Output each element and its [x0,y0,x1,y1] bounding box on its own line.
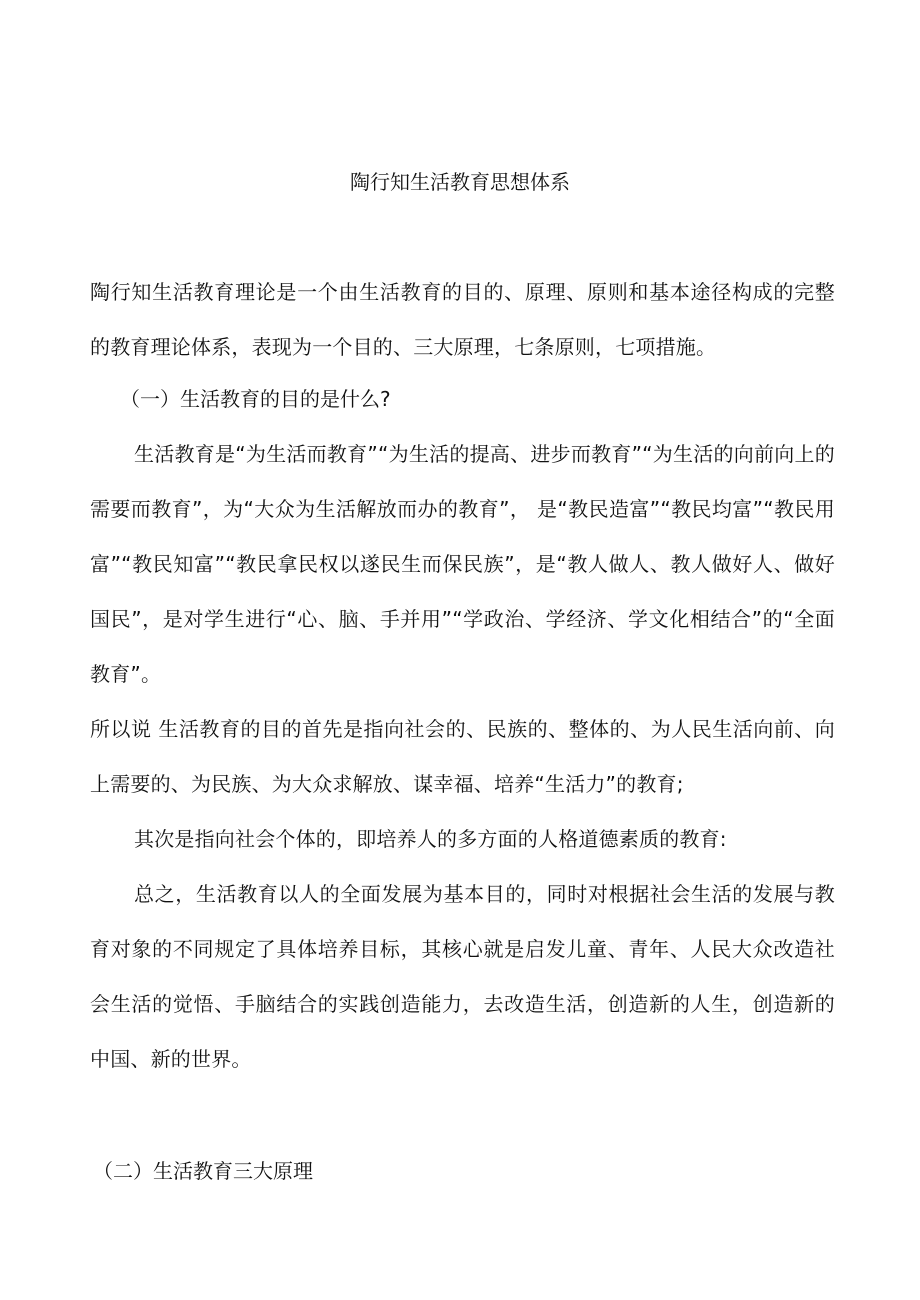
section-2-heading: （二）生活教育三大原理 [93,1159,313,1183]
section-1-paragraph-1: 生活教育是“为生活而教育”“为生活的提高、进步而教育”“为生活的向前向上的需要而教育”，为“大众为生活解放而办的教育”， 是“教民造富”“教民均富”“教民用富”“教民知富”“教民拿民权以遂民生而保民族”，是“教人做人、教人做好人、做好国民”，是对学生进行“心、脑、手并用”“学政治、学经济、学文化相结合”的“全面教育”。 [90,442,835,686]
section-1-paragraph-2: 所以说 生活教育的目的首先是指向社会的、民族的、整体的、为人民生活向前、向上需要的、为民族、为大众求解放、谋幸福、培养“生活力”的教育; [90,717,835,796]
document-title: 陶行知生活教育思想体系 [350,170,570,194]
intro-paragraph: 陶行知生活教育理论是一个由生活教育的目的、原理、原则和基本途径构成的完整的教育理论体系，表现为一个目的、三大原理，七条原则，七项措施。 [90,280,835,359]
section-1-heading: （一）生活教育的目的是什么? [120,387,391,411]
section-1-paragraph-4: 总之，生活教育以人的全面发展为基本目的，同时对根据社会生活的发展与教育对象的不同规定了具体培养目标，其核心就是启发儿童、青年、人民大众改造社会生活的觉悟、手脑结合的实践创造能力，去改造生活，创造新的人生，创造新的中国、新的世界。 [90,882,835,1071]
section-1-paragraph-3: 其次是指向社会个体的，即培养人的多方面的人格道德素质的教育: [134,827,727,851]
